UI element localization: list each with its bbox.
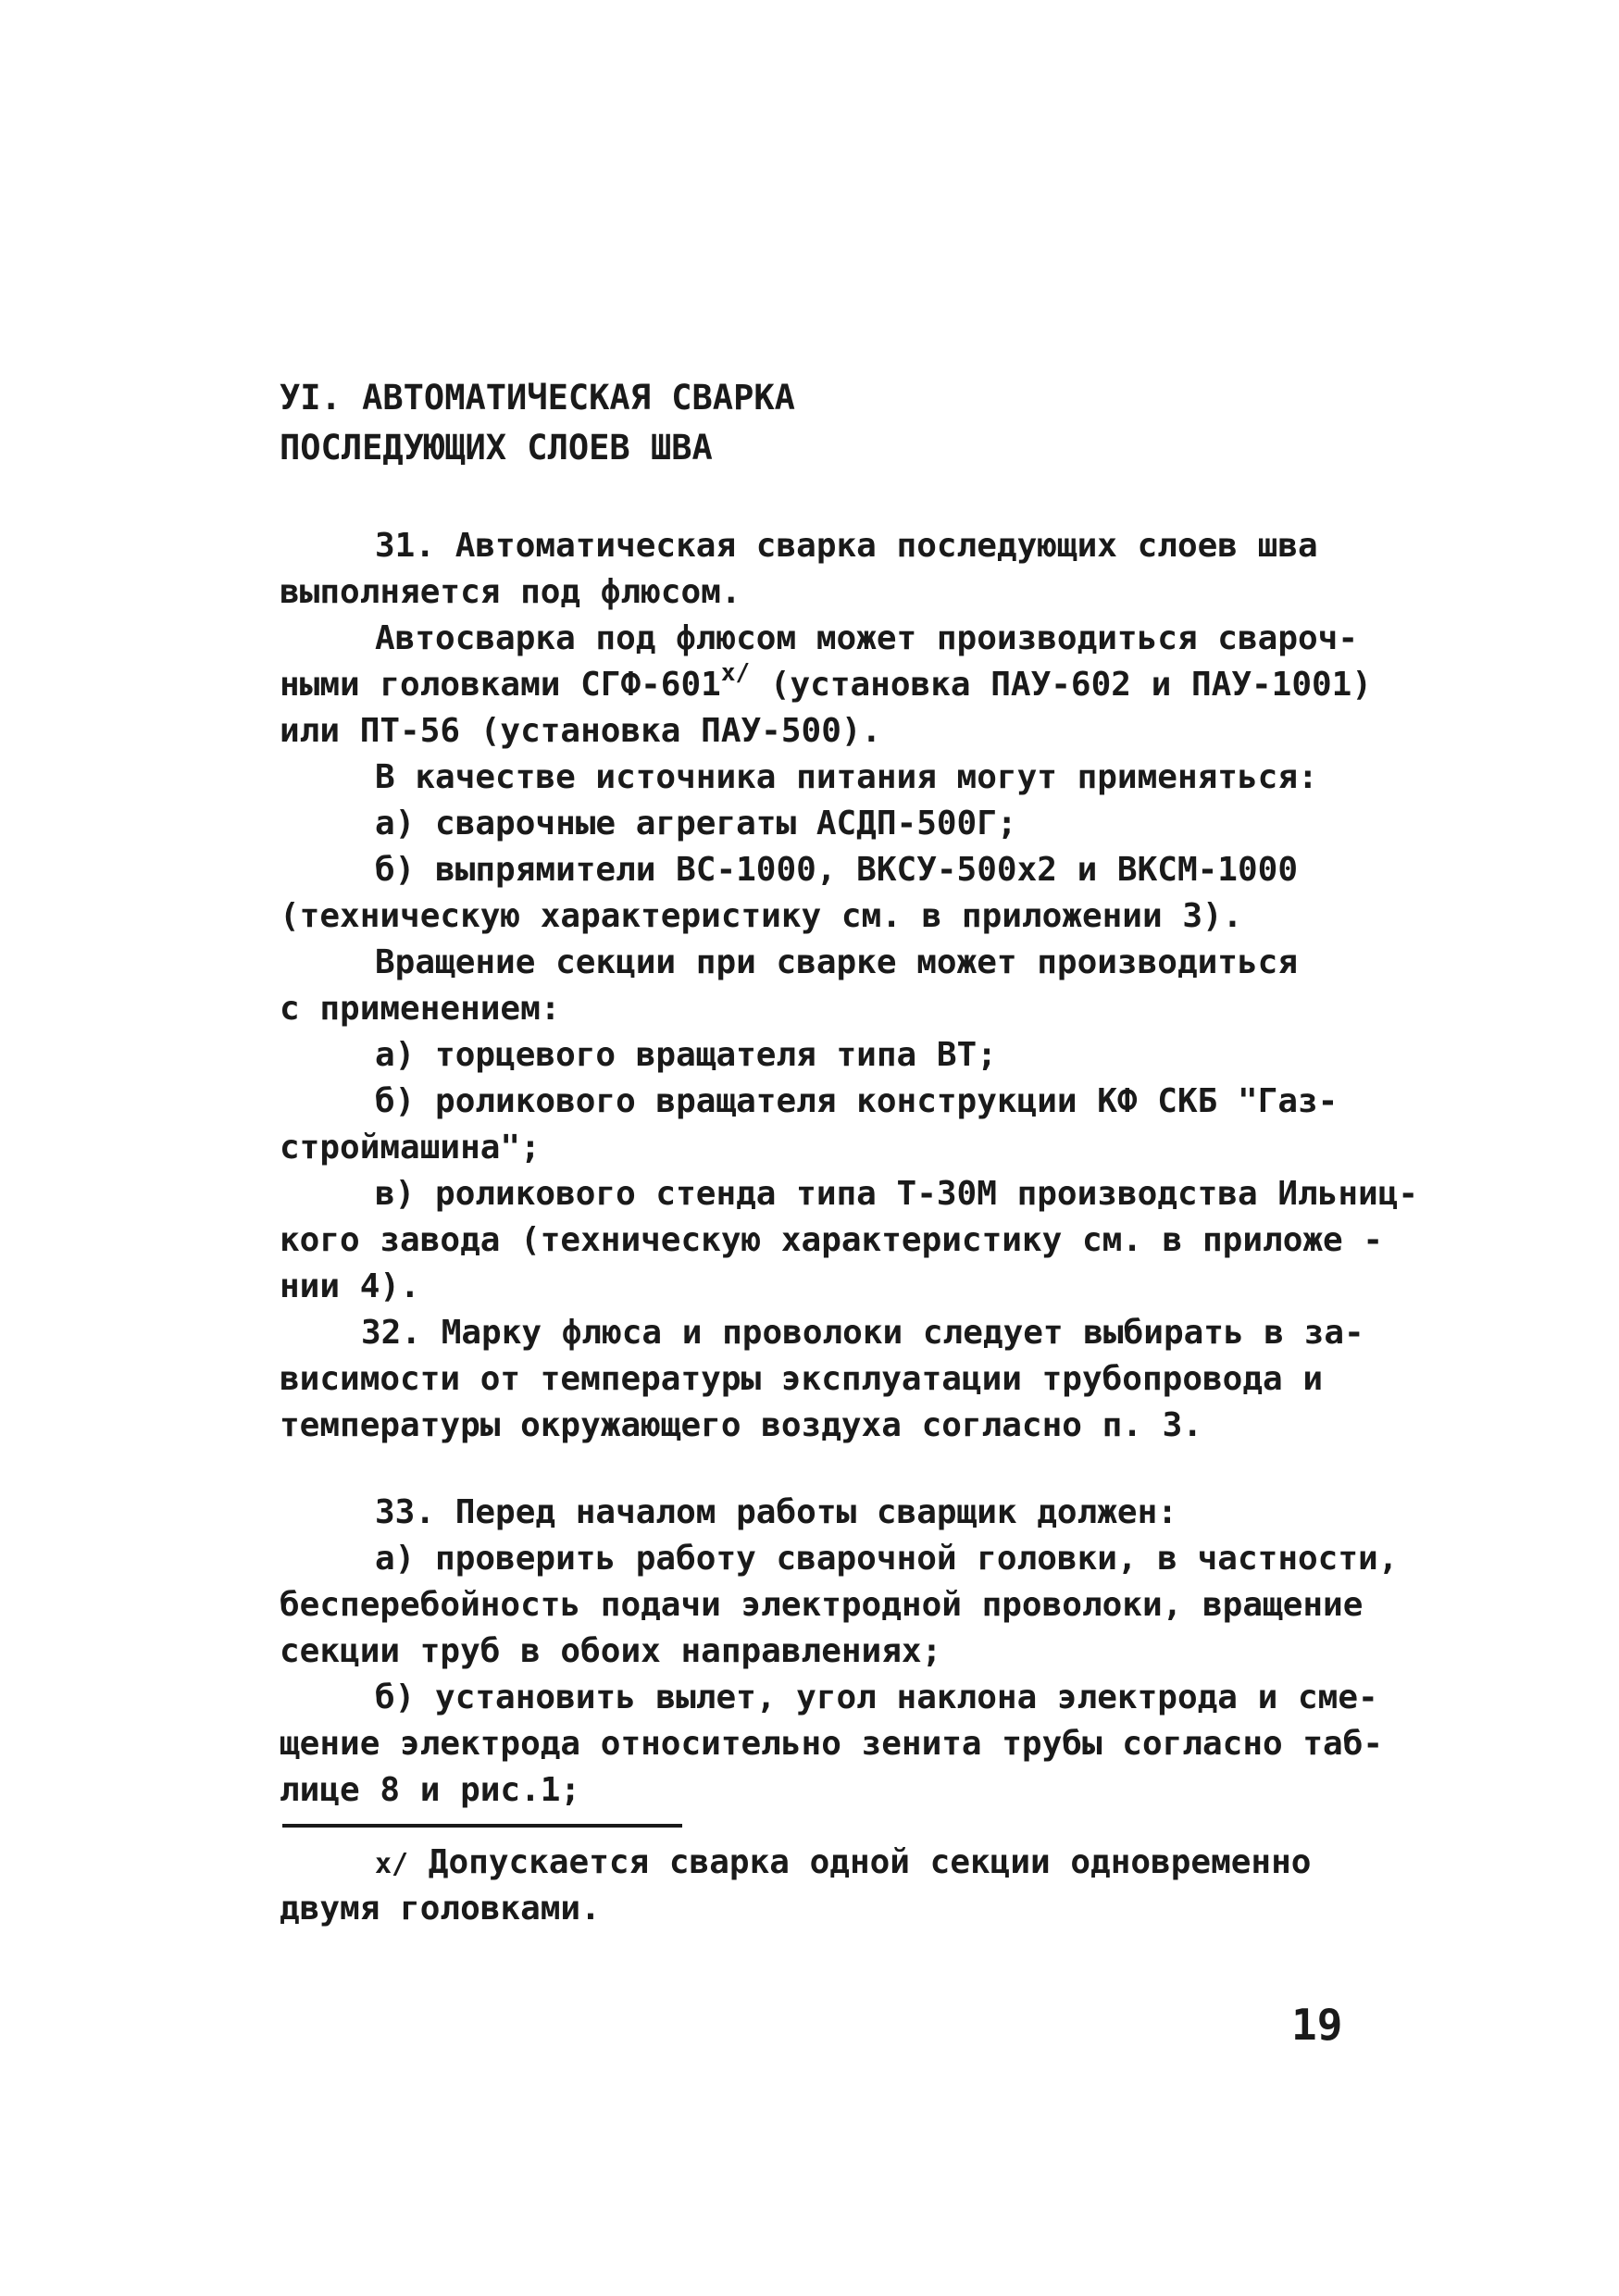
list-item: б) установить вылет, угол наклона электрода и сме- [375, 1678, 1378, 1716]
paragraph-line: лице 8 и рис.1; [280, 1771, 581, 1809]
paragraph-31-line: 31. Автоматическая сварка последующих слоев шва [375, 527, 1318, 565]
footnote-line: двумя головками. [280, 1890, 601, 1928]
paragraph-line: строймашина"; [280, 1129, 541, 1167]
section-heading-line-1: УI. АВТОМАТИЧЕСКАЯ СВАРКА [280, 378, 795, 418]
paragraph-line: Вращение секции при сварке может производиться [375, 943, 1298, 981]
footnote-reference: x/ [720, 659, 751, 687]
list-item: б) выпрямители ВС-1000, ВКСУ-500х2 и ВКСМ-1000 [375, 851, 1298, 889]
page-number: 19 [1291, 2000, 1343, 2050]
section-heading-line-2: ПОСЛЕДУЮЩИХ СЛОЕВ ШВА [280, 428, 713, 468]
footnote-mark: x/ [375, 1848, 409, 1880]
paragraph-32-line: висимости от температуры эксплуатации трубопровода и [280, 1360, 1324, 1398]
footnote-text: Допускается сварка одной секции одновременно [408, 1843, 1312, 1881]
text-segment: (установка ПАУ-602 и ПАУ-1001) [750, 666, 1373, 704]
paragraph-line [280, 659, 1373, 708]
paragraph-line: В качестве источника питания могут применяться: [375, 758, 1318, 796]
footnote-separator [282, 1824, 682, 1828]
paragraph-31-line: выполняется под флюсом. [280, 573, 741, 611]
footnote-line [375, 1842, 1311, 1885]
paragraph-line: кого завода (техническую характеристику см. в приложе - [280, 1221, 1384, 1259]
list-item: в) роликового стенда типа Т-30М производства Ильниц- [375, 1175, 1419, 1213]
paragraph-33-line: 33. Перед началом работы сварщик должен: [375, 1493, 1177, 1531]
list-item: б) роликового вращателя конструкции КФ СКБ "Газ- [375, 1082, 1339, 1120]
paragraph-line: нии 4). [280, 1267, 420, 1305]
paragraph-line: бесперебойность подачи электродной проволоки, вращение [280, 1586, 1364, 1624]
paragraph-32-line: температуры окружающего воздуха согласно п. 3. [280, 1406, 1202, 1444]
list-item: а) сварочные агрегаты АСДП-500Г; [375, 805, 1017, 842]
paragraph-32-line: 32. Марку флюса и проволоки следует выбирать в за- [361, 1314, 1364, 1352]
paragraph-line: или ПТ-56 (установка ПАУ-500). [280, 712, 882, 750]
paragraph-line: с применением: [280, 990, 561, 1028]
list-item: а) проверить работу сварочной головки, в частности, [375, 1540, 1399, 1578]
paragraph-line: (техническую характеристику см. в приложении 3). [280, 897, 1243, 935]
paragraph-line: щение электрода относительно зенита трубы согласно таб- [280, 1725, 1384, 1763]
text-segment: ными головками СГФ-601 [280, 666, 721, 704]
paragraph-line: секции труб в обоих направлениях; [280, 1632, 942, 1670]
list-item: а) торцевого вращателя типа ВТ; [375, 1036, 997, 1074]
paragraph-line: Автосварка под флюсом может производиться свароч- [375, 619, 1359, 657]
